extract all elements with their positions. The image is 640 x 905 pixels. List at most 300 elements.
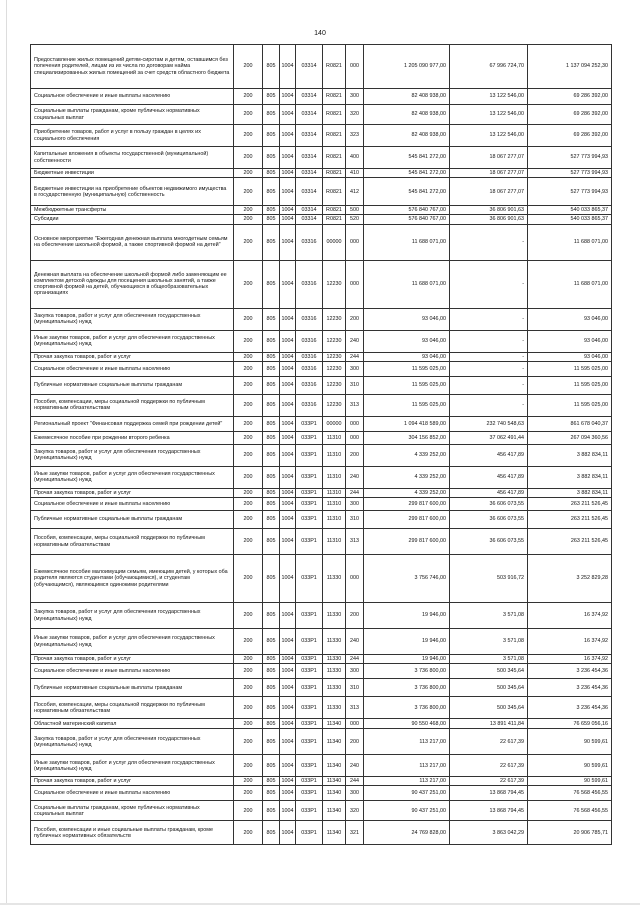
col-grbs: 200 — [234, 416, 263, 431]
row-name: Социальное обеспечение и иные выплаты населению — [31, 664, 234, 679]
col-program-code: 03314 — [296, 147, 323, 169]
row-name: Прочая закупка товаров, работ и услуг — [31, 655, 234, 664]
table-row — [31, 679, 612, 697]
col-subsection: 1004 — [280, 729, 296, 755]
table-row — [31, 466, 612, 488]
col-direction-code: 12230 — [323, 394, 346, 416]
col-grbs: 200 — [234, 105, 263, 125]
col-approved: 19 946,00 — [364, 655, 450, 664]
col-program-code: 033P1 — [296, 511, 323, 529]
col-remaining: 263 211 526,45 — [528, 511, 612, 529]
col-grbs: 200 — [234, 206, 263, 215]
col-section: 805 — [263, 147, 280, 169]
col-expense-type: 320 — [346, 801, 364, 821]
col-direction-code: 11340 — [323, 777, 346, 786]
col-expense-type: 000 — [346, 416, 364, 431]
col-approved: 93 046,00 — [364, 308, 450, 330]
col-remaining: 11 595 025,00 — [528, 361, 612, 376]
col-expense-type: 313 — [346, 394, 364, 416]
col-subsection: 1004 — [281, 216, 294, 223]
col-program-code: 03314 — [296, 45, 323, 89]
col-subsection: 1004 — [280, 308, 296, 330]
col-program-code: 033P1 — [296, 466, 323, 488]
col-remaining: 69 286 392,00 — [528, 105, 612, 125]
col-section: 805 — [263, 719, 280, 729]
col-program-code: 03316 — [296, 376, 323, 394]
col-expense-type: 300 — [346, 664, 364, 679]
col-subsection: 1004 — [281, 778, 294, 785]
col-subsection: 1004 — [280, 178, 296, 206]
col-remaining: 540 033 865,37 — [528, 206, 612, 215]
col-subsection: 1004 — [280, 755, 296, 777]
row-name: Областной материнский капитал — [31, 719, 234, 729]
col-executed: 500 345,64 — [450, 679, 528, 697]
col-program-code: 033P1 — [296, 529, 323, 555]
col-remaining: 16 374,92 — [528, 603, 612, 629]
col-program-code: 03316 — [296, 260, 323, 308]
col-remaining: 263 211 526,45 — [528, 498, 612, 511]
col-program-code: 03316 — [296, 352, 323, 361]
col-expense-type: 200 — [346, 603, 364, 629]
row-name: Бюджетные инвестиции — [31, 169, 234, 178]
col-section: 805 — [263, 125, 280, 147]
row-name: Закупка товаров, работ и услуг для обеспечения государственных (муниципальных) нужд — [31, 603, 234, 629]
col-section: 805 — [263, 679, 280, 697]
col-direction-code: 11310 — [323, 511, 346, 529]
col-approved: 3 736 800,00 — [364, 664, 450, 679]
col-program-code: 033P1 — [296, 488, 323, 497]
col-expense-type: 300 — [346, 361, 364, 376]
col-section: 805 — [263, 511, 280, 529]
table-row — [31, 655, 612, 664]
col-direction-code: R0821 — [323, 178, 346, 206]
row-name: Закупка товаров, работ и услуг для обеспечения государственных (муниципальных) нужд — [31, 444, 234, 466]
col-program-code: 03314 — [296, 215, 323, 224]
col-direction-code: 11330 — [323, 603, 346, 629]
col-direction-code: 12230 — [323, 330, 346, 352]
col-executed: 18 067 277,07 — [450, 169, 528, 178]
col-approved: 4 339 252,00 — [364, 466, 450, 488]
col-executed: 232 740 548,63 — [450, 416, 528, 431]
col-subsection: 1004 — [280, 719, 296, 729]
col-direction-code: 12230 — [323, 361, 346, 376]
col-direction-code: 11340 — [323, 755, 346, 777]
col-section: 805 — [263, 821, 280, 845]
col-expense-type: 244 — [346, 488, 364, 497]
col-section: 805 — [263, 729, 280, 755]
col-executed: 22 617,39 — [450, 777, 528, 786]
col-executed: 37 062 491,44 — [450, 431, 528, 444]
col-approved: 113 217,00 — [364, 755, 450, 777]
col-direction-code: 11310 — [323, 488, 346, 497]
row-name: Прочая закупка товаров, работ и услуг — [31, 777, 234, 786]
col-program-code: 03316 — [296, 394, 323, 416]
col-executed: 13 122 546,00 — [450, 125, 528, 147]
col-approved: 93 046,00 — [364, 352, 450, 361]
table-body — [31, 45, 612, 845]
col-grbs: 200 — [234, 45, 263, 89]
col-grbs: 200 — [234, 361, 263, 376]
table-row — [31, 260, 612, 308]
col-expense-type: 000 — [346, 555, 364, 603]
col-direction-code: 11330 — [323, 697, 346, 719]
col-executed: - — [450, 308, 528, 330]
col-direction-code: 11330 — [323, 629, 346, 655]
col-remaining: 20 906 785,71 — [528, 821, 612, 845]
col-program-code: 033P1 — [296, 755, 323, 777]
col-executed: 456 417,89 — [450, 444, 528, 466]
row-name: Прочая закупка товаров, работ и услуг — [31, 352, 234, 361]
col-expense-type: 200 — [346, 308, 364, 330]
col-subsection: 1004 — [280, 330, 296, 352]
table-row — [31, 169, 612, 178]
col-executed: - — [450, 260, 528, 308]
col-program-code: 033P1 — [296, 655, 323, 664]
col-approved: 11 595 025,00 — [364, 394, 450, 416]
col-program-code: 033P1 — [296, 498, 323, 511]
col-executed: 503 916,72 — [450, 555, 528, 603]
col-direction-code: 12230 — [323, 352, 346, 361]
col-section: 805 — [263, 394, 280, 416]
col-approved: 113 217,00 — [364, 777, 450, 786]
table-row — [31, 308, 612, 330]
col-approved: 304 156 852,00 — [364, 431, 450, 444]
row-name: Иные закупки товаров, работ и услуг для обеспечения государственных (муниципальных) нужд — [31, 466, 234, 488]
scan-edge-left — [6, 0, 7, 905]
col-approved: 19 946,00 — [364, 629, 450, 655]
table-row — [31, 376, 612, 394]
table-row — [31, 444, 612, 466]
col-approved: 299 817 600,00 — [364, 529, 450, 555]
col-direction-code: 11340 — [323, 821, 346, 845]
col-approved: 90 437 251,00 — [364, 786, 450, 801]
col-grbs: 200 — [234, 777, 263, 786]
col-section: 805 — [263, 89, 280, 105]
col-section: 805 — [263, 224, 280, 260]
col-program-code: 03316 — [296, 308, 323, 330]
col-grbs: 200 — [234, 215, 263, 224]
row-name: Основное мероприятие "Ежегодная денежная выплата многодетным семьям на обеспечение школьной формой, а также спортивной формой на детей" — [31, 224, 234, 260]
col-expense-type: 412 — [346, 178, 364, 206]
col-program-code: 033P1 — [296, 679, 323, 697]
row-name: Ежемесячное пособие при рождении второго ребенка — [31, 431, 234, 444]
col-program-code: 03314 — [296, 169, 323, 178]
col-direction-code: R0821 — [323, 206, 346, 215]
col-expense-type: 300 — [346, 498, 364, 511]
col-subsection: 1004 — [280, 555, 296, 603]
row-name: Субсидии — [31, 215, 234, 224]
col-section: 805 — [263, 352, 280, 361]
row-name: Социальное обеспечение и иные выплаты населению — [31, 498, 234, 511]
col-approved: 545 841 272,00 — [364, 169, 450, 178]
col-remaining: 11 595 025,00 — [528, 394, 612, 416]
col-subsection: 1004 — [280, 821, 296, 845]
col-subsection: 1004 — [281, 170, 294, 176]
col-expense-type: 313 — [346, 529, 364, 555]
table-row — [31, 697, 612, 719]
row-name: Иные закупки товаров, работ и услуг для обеспечения государственных (муниципальных) нужд — [31, 629, 234, 655]
col-program-code: 033P1 — [296, 603, 323, 629]
col-section: 805 — [263, 629, 280, 655]
col-program-code: 03316 — [296, 330, 323, 352]
col-expense-type: 000 — [346, 260, 364, 308]
table-row — [31, 488, 612, 497]
col-grbs: 200 — [234, 697, 263, 719]
table-row — [31, 352, 612, 361]
col-section: 805 — [263, 105, 280, 125]
row-name: Социальные выплаты гражданам, кроме публичных нормативных социальных выплат — [31, 801, 234, 821]
col-expense-type: 000 — [346, 224, 364, 260]
col-subsection: 1004 — [280, 416, 296, 431]
col-remaining: 3 252 829,28 — [528, 555, 612, 603]
col-direction-code: 11330 — [323, 679, 346, 697]
col-remaining: 90 599,61 — [528, 729, 612, 755]
col-expense-type: 240 — [346, 330, 364, 352]
col-remaining: 527 773 994,93 — [528, 178, 612, 206]
col-grbs: 200 — [234, 488, 263, 497]
col-remaining: 93 046,00 — [528, 352, 612, 361]
row-name: Пособия, компенсации и иные социальные выплаты гражданам, кроме публичных нормативных обязательств — [31, 821, 234, 845]
col-executed: 3 863 042,29 — [450, 821, 528, 845]
col-subsection: 1004 — [281, 656, 294, 663]
col-grbs: 200 — [234, 679, 263, 697]
col-section: 805 — [263, 664, 280, 679]
col-section: 805 — [263, 529, 280, 555]
col-grbs: 200 — [234, 664, 263, 679]
col-section: 805 — [263, 801, 280, 821]
row-name: Бюджетные инвестиции на приобретение объектов недвижимого имущества в государственную (муниципальную) собственность — [31, 178, 234, 206]
col-remaining: 1 137 094 252,30 — [528, 45, 612, 89]
table-row — [31, 719, 612, 729]
col-grbs: 200 — [234, 498, 263, 511]
col-grbs: 200 — [234, 147, 263, 169]
col-executed: - — [450, 394, 528, 416]
col-grbs: 200 — [234, 466, 263, 488]
col-grbs: 200 — [234, 801, 263, 821]
col-section: 805 — [263, 755, 280, 777]
table-row — [31, 125, 612, 147]
col-approved: 1 094 418 589,00 — [364, 416, 450, 431]
table-row — [31, 147, 612, 169]
col-remaining: 3 882 834,11 — [528, 488, 612, 497]
row-name: Региональный проект "Финансовая поддержка семей при рождении детей" — [31, 416, 234, 431]
col-approved: 11 688 071,00 — [364, 260, 450, 308]
col-approved: 545 841 272,00 — [364, 178, 450, 206]
col-direction-code: 11340 — [323, 719, 346, 729]
col-section: 805 — [263, 786, 280, 801]
col-approved: 576 840 767,00 — [364, 206, 450, 215]
col-executed: 13 122 546,00 — [450, 105, 528, 125]
col-section: 805 — [263, 655, 280, 664]
col-remaining: 527 773 994,93 — [528, 147, 612, 169]
col-subsection: 1004 — [280, 801, 296, 821]
col-approved: 3 736 800,00 — [364, 679, 450, 697]
col-subsection: 1004 — [281, 353, 294, 360]
col-subsection: 1004 — [280, 89, 296, 105]
col-subsection: 1004 — [280, 105, 296, 125]
col-section: 805 — [263, 330, 280, 352]
col-section: 805 — [263, 178, 280, 206]
col-direction-code: R0821 — [323, 89, 346, 105]
col-subsection: 1004 — [280, 786, 296, 801]
col-grbs: 200 — [234, 529, 263, 555]
col-executed: 500 345,64 — [450, 697, 528, 719]
col-remaining: 267 094 360,56 — [528, 431, 612, 444]
col-executed: 3 571,08 — [450, 603, 528, 629]
col-section: 805 — [263, 206, 280, 215]
col-executed: 36 606 073,55 — [450, 498, 528, 511]
col-executed: 36 606 073,55 — [450, 529, 528, 555]
col-direction-code: 11330 — [323, 664, 346, 679]
col-grbs: 200 — [234, 125, 263, 147]
col-expense-type: 400 — [346, 147, 364, 169]
row-name: Публичные нормативные социальные выплаты гражданам — [31, 511, 234, 529]
col-section: 805 — [263, 416, 280, 431]
col-remaining: 69 286 392,00 — [528, 125, 612, 147]
col-remaining: 3 882 834,11 — [528, 444, 612, 466]
table-row — [31, 629, 612, 655]
col-approved: 11 688 071,00 — [364, 224, 450, 260]
col-direction-code: 11310 — [323, 498, 346, 511]
col-expense-type: 410 — [346, 169, 364, 178]
col-subsection: 1004 — [281, 207, 294, 214]
col-subsection: 1004 — [280, 376, 296, 394]
col-direction-code: 11310 — [323, 466, 346, 488]
col-approved: 1 205 090 977,00 — [364, 45, 450, 89]
col-program-code: 033P1 — [296, 729, 323, 755]
col-expense-type: 200 — [346, 729, 364, 755]
col-executed: - — [450, 376, 528, 394]
col-program-code: 033P1 — [296, 777, 323, 786]
col-grbs: 200 — [234, 260, 263, 308]
col-subsection: 1004 — [280, 664, 296, 679]
col-program-code: 033P1 — [296, 629, 323, 655]
col-remaining: 90 599,61 — [528, 755, 612, 777]
col-subsection: 1004 — [280, 444, 296, 466]
col-expense-type: 300 — [346, 786, 364, 801]
col-executed: 3 571,08 — [450, 655, 528, 664]
col-expense-type: 310 — [346, 376, 364, 394]
col-subsection: 1004 — [280, 45, 296, 89]
col-approved: 299 817 600,00 — [364, 511, 450, 529]
col-approved: 545 841 272,00 — [364, 147, 450, 169]
col-remaining: 90 599,61 — [528, 777, 612, 786]
col-expense-type: 500 — [346, 206, 364, 215]
col-program-code: 03314 — [296, 206, 323, 215]
row-name: Пособия, компенсации, меры социальной поддержки по публичным нормативным обязательствам — [31, 394, 234, 416]
col-subsection: 1004 — [280, 679, 296, 697]
col-section: 805 — [263, 376, 280, 394]
col-direction-code: R0821 — [323, 105, 346, 125]
table-row — [31, 603, 612, 629]
col-remaining: 11 688 071,00 — [528, 224, 612, 260]
table-row — [31, 777, 612, 786]
col-remaining: 93 046,00 — [528, 308, 612, 330]
col-subsection: 1004 — [280, 529, 296, 555]
col-expense-type: 200 — [346, 444, 364, 466]
col-expense-type: 300 — [346, 89, 364, 105]
table-row — [31, 178, 612, 206]
table-row — [31, 821, 612, 845]
col-executed: 13 868 794,45 — [450, 786, 528, 801]
col-direction-code: R0821 — [323, 125, 346, 147]
col-direction-code: 11340 — [323, 729, 346, 755]
col-direction-code: R0821 — [323, 45, 346, 89]
col-grbs: 200 — [234, 376, 263, 394]
col-program-code: 033P1 — [296, 801, 323, 821]
col-grbs: 200 — [234, 786, 263, 801]
row-name: Социальное обеспечение и иные выплаты населению — [31, 89, 234, 105]
col-direction-code: 12230 — [323, 260, 346, 308]
col-approved: 82 408 938,00 — [364, 89, 450, 105]
col-approved: 11 595 025,00 — [364, 361, 450, 376]
row-name: Социальные выплаты гражданам, кроме публичных нормативных социальных выплат — [31, 105, 234, 125]
table-row — [31, 416, 612, 431]
col-executed: - — [450, 361, 528, 376]
col-remaining: 76 568 456,55 — [528, 786, 612, 801]
col-expense-type: 321 — [346, 821, 364, 845]
col-executed: 18 067 277,07 — [450, 147, 528, 169]
col-remaining: 16 374,92 — [528, 629, 612, 655]
row-name: Пособия, компенсации, меры социальной поддержки по публичным нормативным обязательствам — [31, 697, 234, 719]
col-direction-code: 12230 — [323, 376, 346, 394]
col-subsection: 1004 — [280, 603, 296, 629]
col-subsection: 1004 — [280, 629, 296, 655]
col-subsection: 1004 — [280, 125, 296, 147]
col-subsection: 1004 — [280, 361, 296, 376]
col-direction-code: 11310 — [323, 444, 346, 466]
table-row — [31, 330, 612, 352]
col-section: 805 — [263, 45, 280, 89]
row-name: Социальное обеспечение и иные выплаты населению — [31, 361, 234, 376]
col-direction-code: 11310 — [323, 529, 346, 555]
col-remaining: 16 374,92 — [528, 655, 612, 664]
table-row — [31, 45, 612, 89]
table-row — [31, 529, 612, 555]
col-executed: 3 571,08 — [450, 629, 528, 655]
col-section: 805 — [263, 466, 280, 488]
table-row — [31, 105, 612, 125]
col-direction-code: 11340 — [323, 801, 346, 821]
col-section: 805 — [263, 260, 280, 308]
col-executed: 36 806 901,63 — [450, 206, 528, 215]
budget-table — [30, 44, 612, 845]
col-executed: - — [450, 330, 528, 352]
table-row — [31, 664, 612, 679]
col-section: 805 — [263, 361, 280, 376]
col-subsection: 1004 — [280, 511, 296, 529]
table-row — [31, 786, 612, 801]
col-program-code: 03314 — [296, 178, 323, 206]
table-row — [31, 801, 612, 821]
col-approved: 11 595 025,00 — [364, 376, 450, 394]
col-remaining: 3 236 454,36 — [528, 664, 612, 679]
col-program-code: 033P1 — [296, 444, 323, 466]
col-remaining: 527 773 994,93 — [528, 169, 612, 178]
page-number: 140 — [314, 30, 326, 37]
col-grbs: 200 — [234, 821, 263, 845]
col-grbs: 200 — [234, 629, 263, 655]
col-direction-code: 00000 — [323, 224, 346, 260]
col-section: 805 — [263, 603, 280, 629]
col-expense-type: 244 — [346, 352, 364, 361]
col-direction-code: 11330 — [323, 655, 346, 664]
col-program-code: 033P1 — [296, 821, 323, 845]
row-name: Приобретение товаров, работ и услуг в пользу граждан в целях их социального обеспечения — [31, 125, 234, 147]
col-expense-type: 000 — [346, 45, 364, 89]
col-expense-type: 244 — [346, 655, 364, 664]
col-section: 805 — [263, 431, 280, 444]
